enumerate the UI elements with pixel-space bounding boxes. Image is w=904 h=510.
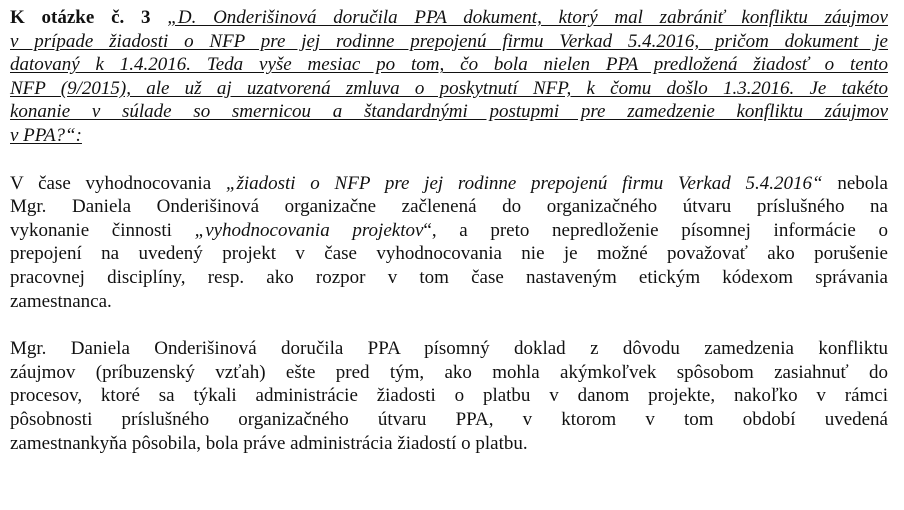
question-line-5: konanie v súlade so smernicou a štandardnými postupmi pre zamedzenie konfliktu záujmov [10, 101, 888, 123]
p2-line-2: záujmov (príbuzenský vzťah) ešte pred tým, ako mohla akýmkoľvek spôsobom zasiahnuť do [10, 361, 888, 383]
answer-paragraph-1 [10, 172, 888, 314]
p1-line-1-end: nebola [822, 172, 888, 194]
question-text-end: v PPA?“: [10, 124, 82, 146]
document-page [10, 6, 888, 455]
p2-line-5: zamestnankyňa pôsobila, bola práve administrácia žiadostí o platbu. [10, 432, 528, 454]
p1-line-6: zamestnanca. [10, 290, 112, 312]
p1-quoted-activity: „vyhodnocovania projektov [194, 219, 424, 241]
question-line-4: NFP (9/2015), ale už aj uzatvorená zmluva o poskytnutí NFP, k čomu došlo 1.3.2016. Je takéto [10, 77, 888, 99]
p1-line-3-end: “, a preto nepredloženie písomnej informácie o [423, 219, 888, 241]
paragraph-gap [10, 313, 888, 337]
p2-line-4: pôsobnosti príslušného organizačného útvaru PPA, v ktorom v tom období uvedená [10, 408, 888, 430]
p2-line-3: procesov, ktoré sa týkali administrácie žiadosti o platbu v danom projekte, nakoľko v rámci [10, 385, 888, 407]
p1-line-3-start: vykonanie činnosti [10, 219, 195, 241]
question-text: „D. Onderišinová doručila PPA dokument, ktorý mal zabrániť konfliktu záujmov [167, 7, 888, 28]
question-line-2: v prípade žiadosti o NFP pre jej rodinne prepojenú firmu Verkad 5.4.2016, pričom dokument je [10, 30, 888, 52]
question-label: K otázke č. 3 [10, 7, 151, 28]
p1-quoted-request: „žiadosti o NFP pre jej rodinne prepojenú firmu Verkad 5.4.2016“ [225, 172, 823, 194]
question-line-1 [10, 6, 888, 30]
p1-line-5: pracovnej disciplíny, resp. ako rozpor v tom čase nastaveným etickým kódexom správania [10, 266, 888, 288]
p1-line-1 [10, 172, 888, 196]
p2-line-1: Mgr. Daniela Onderišinová doručila PPA písomný doklad z dôvodu zamedzenia konfliktu [10, 338, 888, 360]
question-line-6 [10, 124, 888, 148]
paragraph-gap [10, 148, 888, 172]
answer-paragraph-2 [10, 337, 888, 455]
p1-line-3 [10, 219, 888, 243]
p1-line-1-start: V čase vyhodnocovania [10, 172, 226, 194]
p1-line-2: Mgr. Daniela Onderišinová organizačne začlenená do organizačného útvaru príslušného na [10, 196, 888, 218]
p1-line-4: prepojení na uvedený projekt v čase vyhodnocovania nie je možné považovať ako porušenie [10, 243, 888, 265]
question-line-3: datovaný k 1.4.2016. Teda vyše mesiac po tom, čo bola nielen PPA predložená žiadosť o tento [10, 54, 888, 76]
question-block [10, 6, 888, 148]
